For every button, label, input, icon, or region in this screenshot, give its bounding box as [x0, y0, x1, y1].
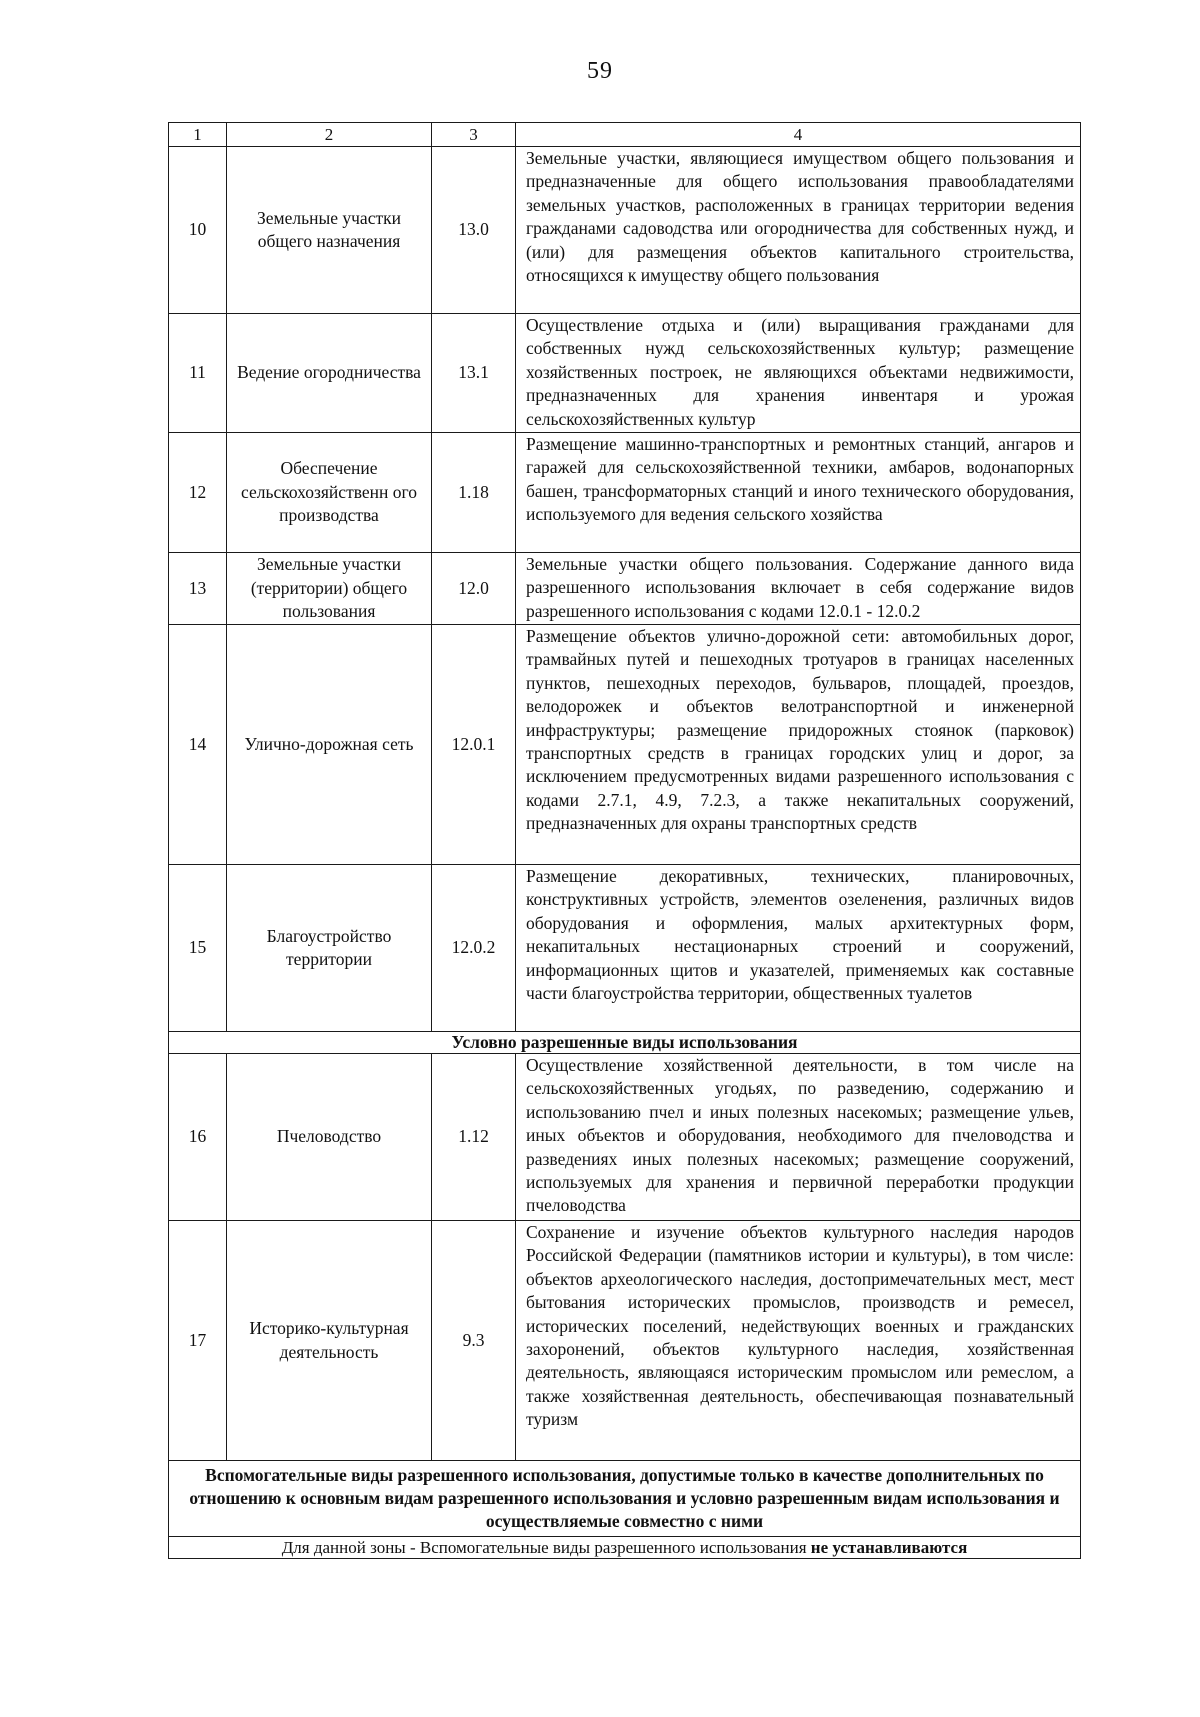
- use-type-code: 1.12: [432, 1054, 516, 1221]
- table-row: [169, 865, 1081, 1032]
- header-col-1: 1: [169, 123, 227, 147]
- use-type-description: Осуществление отдыха и (или) выращивания гражданами для собственных нужд сельскохозяйственных культур; размещение хозяйственных построек, не являющихся объектами недвижимости, предназначенных для хранения инвентаря и урожая сельскохозяйственных культур: [516, 314, 1081, 433]
- use-type-code: 13.1: [432, 314, 516, 433]
- auxiliary-note-text: Для данной зоны - Вспомогательные виды разрешенного использования: [281, 1538, 811, 1557]
- use-type-description: Размещение машинно-транспортных и ремонтных станций, ангаров и гаражей для сельскохозяйственной техники, амбаров, водонапорных башен, трансформаторных станций и иного технического оборудования, используемого для ведения сельского хозяйства: [516, 433, 1081, 553]
- use-type-code: 12.0: [432, 553, 516, 625]
- row-number: 16: [169, 1054, 227, 1221]
- page-number: 59: [587, 58, 613, 84]
- row-number: 15: [169, 865, 227, 1032]
- header-col-3: 3: [432, 123, 516, 147]
- use-type-name: Улично-дорожная сеть: [227, 625, 432, 865]
- section-row: [169, 1461, 1081, 1537]
- use-type-code: 12.0.2: [432, 865, 516, 1032]
- table-row: [169, 553, 1081, 625]
- section-title-auxiliary: Вспомогательные виды разрешенного использования, допустимые только в качестве дополнительных по отношению к основным видам разрешенного использования и условно разрешенным видам использования и осуществляемые совместно с ними: [169, 1461, 1081, 1537]
- use-type-name: Историко-культурная деятельность: [227, 1221, 432, 1461]
- auxiliary-note-emphasis: не устанавливаются: [810, 1538, 968, 1557]
- row-number: 14: [169, 625, 227, 865]
- use-type-name: Земельные участки (территории) общего пользования: [227, 553, 432, 625]
- use-type-code: 9.3: [432, 1221, 516, 1461]
- table-row: [169, 1054, 1081, 1221]
- table-row: [169, 314, 1081, 433]
- use-type-name: Ведение огородничества: [227, 314, 432, 433]
- table-header-row: [169, 123, 1081, 147]
- footer-row: [169, 1537, 1081, 1559]
- use-type-description: Земельные участки, являющиеся имуществом общего пользования и предназначенные для общего использования правообладателями земельных участков, расположенных в границах территории ведения гражданами садоводства или огородничества для собственных нужд, и (или) для размещения объектов капитального строительства, относящихся к имуществу общего пользования: [516, 147, 1081, 314]
- zoning-table: [168, 122, 1081, 1559]
- use-type-code: 12.0.1: [432, 625, 516, 865]
- use-type-name: Пчеловодство: [227, 1054, 432, 1221]
- auxiliary-note: [169, 1537, 1081, 1559]
- row-number: 17: [169, 1221, 227, 1461]
- header-col-2: 2: [227, 123, 432, 147]
- use-type-name: Обеспечение сельскохозяйственн ого производства: [227, 433, 432, 553]
- use-type-code: 13.0: [432, 147, 516, 314]
- use-type-description: Размещение объектов улично-дорожной сети: автомобильных дорог, трамвайных путей и пешеходных тротуаров в границах населенных пунктов, пешеходных переходов, бульваров, площадей, проездов, велодорожек и объектов велотранспортной и инженерной инфраструктуры; размещение придорожных стоянок (парковок) транспортных средств в границах городских улиц и дорог, за исключением предусмотренных видами разрешенного использования с кодами 2.7.1, 4.9, 7.2.3, а также некапитальных сооружений, предназначенных для охраны транспортных средств: [516, 625, 1081, 865]
- use-type-name: Благоустройство территории: [227, 865, 432, 1032]
- use-type-description: Осуществление хозяйственной деятельности, в том числе на сельскохозяйственных угодьях, по разведению, содержанию и использованию пчел и иных полезных насекомых; размещение ульев, иных объектов и оборудования, необходимого для пчеловодства и разведениях иных полезных насекомых; размещение сооружений, используемых для хранения и первичной переработки продукции пчеловодства: [516, 1054, 1081, 1221]
- use-type-code: 1.18: [432, 433, 516, 553]
- section-title-conditional: Условно разрешенные виды использования: [169, 1032, 1081, 1054]
- header-col-4: 4: [516, 123, 1081, 147]
- use-type-description: Размещение декоративных, технических, планировочных, конструктивных устройств, элементов озеленения, различных видов оборудования и оформления, малых архитектурных форм, некапитальных нестационарных строений и сооружений, информационных щитов и указателей, применяемых как составные части благоустройства территории, общественных туалетов: [516, 865, 1081, 1032]
- table-row: [169, 147, 1081, 314]
- row-number: 10: [169, 147, 227, 314]
- row-number: 13: [169, 553, 227, 625]
- use-type-name: Земельные участки общего назначения: [227, 147, 432, 314]
- table-row: [169, 1221, 1081, 1461]
- use-type-description: Сохранение и изучение объектов культурного наследия народов Российской Федерации (памятников истории и культуры), в том числе: объектов археологического наследия, достопримечательных мест, мест бытования исторических промыслов, производств и ремесел, исторических поселений, недействующих военных и гражданских захоронений, объектов культурного наследия, хозяйственная деятельность, являющаяся историческим промыслом или ремеслом, а также хозяйственная деятельность, обеспечивающая познавательный туризм: [516, 1221, 1081, 1461]
- row-number: 12: [169, 433, 227, 553]
- row-number: 11: [169, 314, 227, 433]
- table-row: [169, 433, 1081, 553]
- table-row: [169, 625, 1081, 865]
- use-type-description: Земельные участки общего пользования. Содержание данного вида разрешенного использования включает в себя содержание видов разрешенного использования с кодами 12.0.1 - 12.0.2: [516, 553, 1081, 625]
- section-row: [169, 1032, 1081, 1054]
